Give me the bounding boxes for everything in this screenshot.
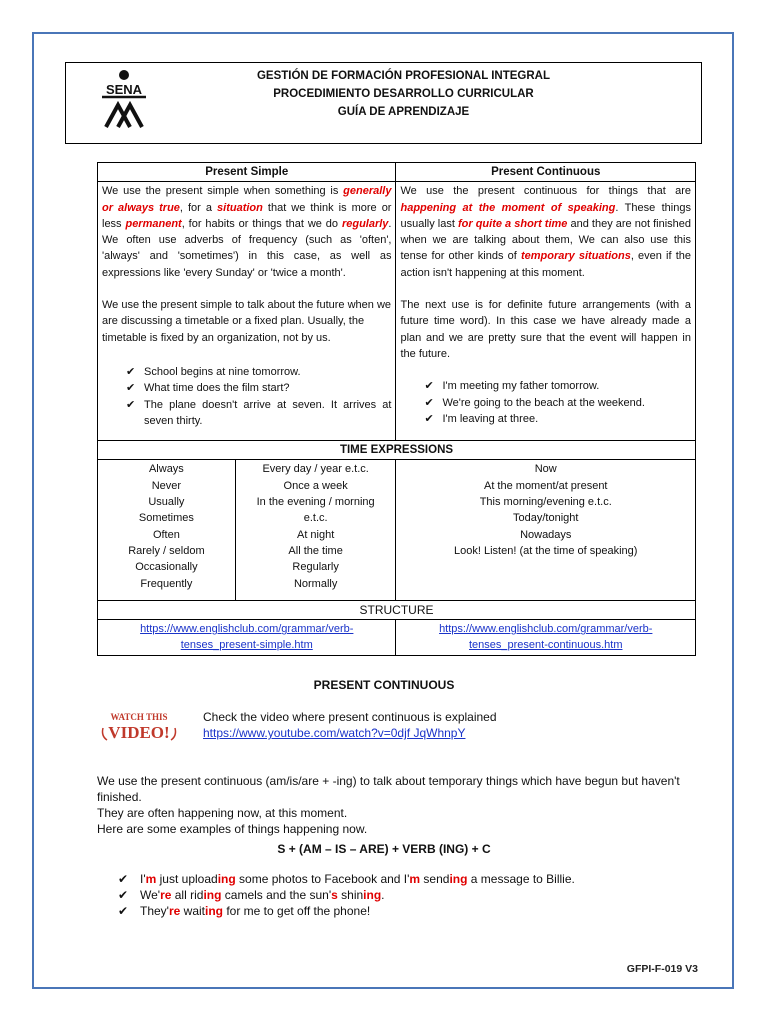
list-item: ✔ We're all riding camels and the sun's shining.: [118, 887, 575, 903]
time-col-continuous-expressions: Now At the moment/at present This morning/evening e.t.c. Today/tonight Nowadays Look! Listen! (at the time of speaking): [396, 460, 696, 600]
present-continuous-heading: Present Continuous: [396, 163, 696, 182]
intro-paragraph: We use the present continuous (am/is/are + -ing) to talk about temporary things which have begun but haven't finished. They are often happening now, at this moment. Here are some examples of things happening now.: [97, 774, 680, 836]
present-simple-link[interactable]: https://www.englishclub.com/grammar/verb- tenses_present-simple.htm: [140, 623, 354, 652]
time-col-frequency-expressions: Every day / year e.t.c. Once a week In the evening / morning e.t.c. At night All the time Regularly Normally: [235, 460, 396, 600]
list-item: ✔ We're going to the beach at the weekend.: [424, 395, 691, 411]
document-code: GFPI-F-019 V3: [626, 963, 698, 975]
header-title-line1: GESTIÓN DE FORMACIÓN PROFESIONAL INTEGRAL: [256, 70, 551, 82]
tenses-table: [97, 162, 696, 656]
svg-text:VIDEO!: VIDEO!: [108, 723, 170, 742]
present-simple-usage: We use the present simple when something is generally or always true, for a situation that we think is more or less permanent, for habits or things that we do regularly. We often use adverbs of frequency (such as 'often', 'always' and 'sometimes') in this case, as well as expressions like 'every Sunday' or 'twice a month'.: [102, 185, 392, 279]
present-continuous-usage: We use the present continuous for things that are happening at the moment of speaking. These things usually last for quite a short time and they are not finished when we are talking about them, We can also use this tense for other kinds of temporary situations, even if the action isn't happening at this moment.: [400, 185, 692, 279]
structure-heading: STRUCTURE: [98, 600, 696, 619]
list-item: ✔ I'm just uploading some photos to Facebook and I'm sending a message to Billie.: [118, 871, 575, 887]
structure-formula: S + (AM – IS – ARE) + VERB (ING) + C: [277, 842, 491, 856]
present-continuous-future-usage: The next use is for definite future arrangements (with a future time word). In this case we have already made a plan and we are pretty sure that the event will happen in the future.: [400, 299, 691, 360]
present-continuous-examples: [400, 378, 691, 427]
svg-text:SENA: SENA: [105, 82, 143, 97]
svg-text:WATCH THIS: WATCH THIS: [110, 712, 168, 722]
present-simple-cell: [98, 182, 396, 441]
present-continuous-cell: [396, 182, 696, 441]
video-link[interactable]: https://www.youtube.com/watch?v=0djf JqWhnpY: [203, 726, 466, 740]
list-item: ✔ The plane doesn't arrive at seven. It arrives at seven thirty.: [126, 397, 391, 430]
list-item: ✔ School begins at nine tomorrow.: [126, 364, 391, 380]
present-continuous-link[interactable]: https://www.englishclub.com/grammar/verb- tenses_present-continuous.htm: [439, 623, 653, 652]
present-simple-heading: Present Simple: [98, 163, 396, 182]
time-col-frequency-adverbs: Always Never Usually Sometimes Often Rarely / seldom Occasionally Frequently: [98, 460, 236, 600]
present-continuous-link-cell: [396, 620, 696, 656]
list-item: ✔ I'm leaving at three.: [424, 411, 691, 427]
list-item: ✔ I'm meeting my father tomorrow.: [424, 378, 691, 394]
document-header: [65, 62, 702, 144]
present-simple-examples: [102, 364, 391, 429]
header-title-line3: GUÍA DE APRENDIZAJE: [337, 106, 470, 118]
continuous-examples-list: [118, 871, 575, 919]
section-title: PRESENT CONTINUOUS: [313, 678, 455, 692]
watch-video-badge-icon: [100, 708, 178, 744]
video-info: [203, 709, 497, 741]
time-expressions-heading: TIME EXPRESSIONS: [98, 441, 696, 460]
list-item: ✔ What time does the film start?: [126, 380, 391, 396]
list-item: ✔ They're waiting for me to get off the phone!: [118, 903, 575, 919]
header-title-line2: PROCEDIMIENTO DESARROLLO CURRICULAR: [273, 88, 534, 100]
present-simple-future-usage: We use the present simple to talk about the future when we are discussing a timetable or a fixed plan. Usually, the timetable is fixed by an organization, not by us.: [102, 299, 392, 344]
video-description: Check the video where present continuous is explained: [203, 710, 497, 724]
present-simple-link-cell: [98, 620, 396, 656]
